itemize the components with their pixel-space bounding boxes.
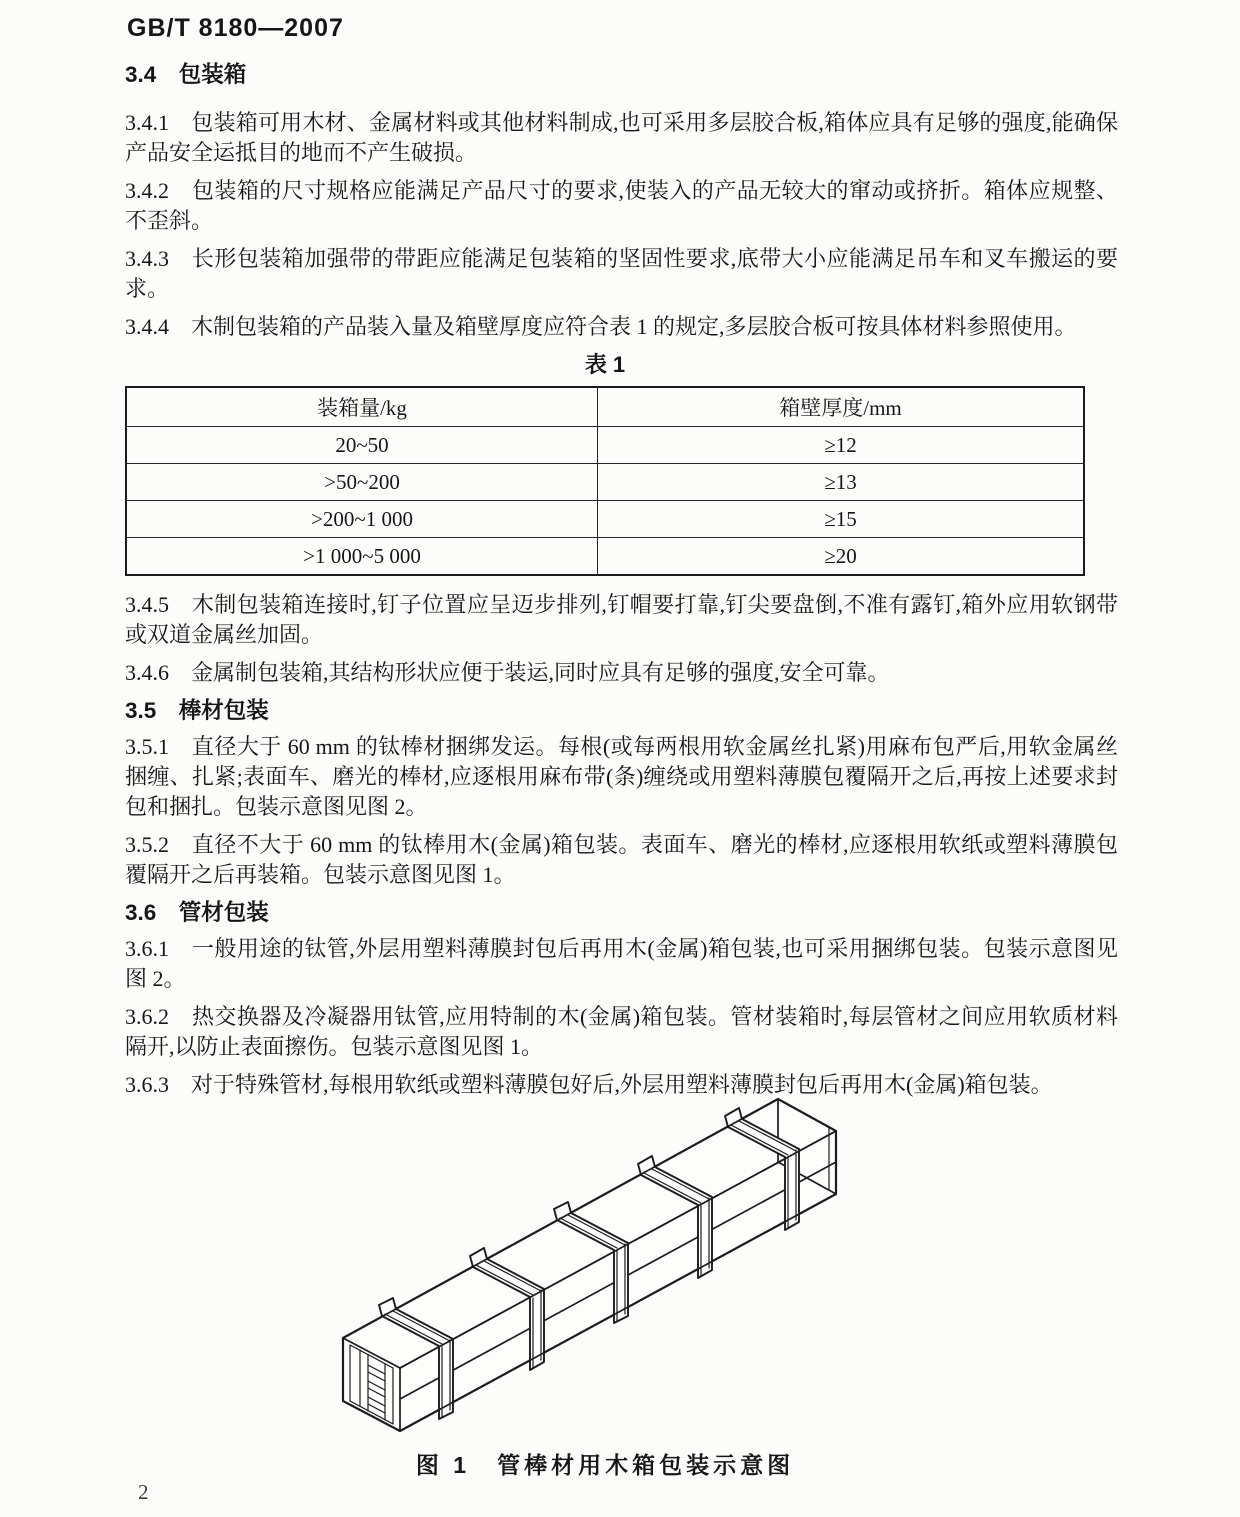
cell-thickness: ≥15 <box>598 501 1085 538</box>
para-3-6-2: 3.6.2 热交换器及冷凝器用钛管,应用特制的木(金属)箱包装。管材装箱时,每层管材之间应用软质材料隔开,以防止表面擦伤。包装示意图见图 1。 <box>125 1004 1118 1059</box>
col-header-packing-weight: 装箱量/kg <box>126 387 598 427</box>
section-heading-3-5: 3.5 棒材包装 <box>125 698 269 723</box>
page-number: 2 <box>138 1480 149 1504</box>
para-3-4-5: 3.4.5 木制包装箱连接时,钉子位置应呈迈步排列,钉帽要打靠,钉尖要盘倒,不准有露钉,箱外应用软钢带或双道金属丝加固。 <box>125 592 1118 647</box>
cell-weight-range: 20~50 <box>126 427 598 464</box>
table-row <box>126 427 1084 464</box>
section-heading-3-4: 3.4 包装箱 <box>125 62 247 87</box>
para-3-5-1: 3.5.1 直径大于 60 mm 的钛棒材捆绑发运。每根(或每两根用软金属丝扎紧)用麻布包严后,用软金属丝捆缠、扎紧;表面车、磨光的棒材,应逐根用麻布带(条)缠绕或用塑料薄膜包覆隔开之后,再按上述要求封包和捆扎。包装示意图见图 2。 <box>125 734 1118 819</box>
cell-weight-range: >1 000~5 000 <box>126 538 598 576</box>
table-1 <box>125 386 1085 576</box>
para-3-4-4: 3.4.4 木制包装箱的产品装入量及箱壁厚度应符合表 1 的规定,多层胶合板可按具体材料参照使用。 <box>125 314 1077 339</box>
document-body <box>125 60 1118 1480</box>
cell-weight-range: >50~200 <box>126 464 598 501</box>
cell-weight-range: >200~1 000 <box>126 501 598 538</box>
standard-number: GB/T 8180—2007 <box>127 14 344 42</box>
figure-1-caption: 图 1 管棒材用木箱包装示意图 <box>415 1452 795 1478</box>
para-3-4-1: 3.4.1 包装箱可用木材、金属材料或其他材料制成,也可采用多层胶合板,箱体应具有足够的强度,能确保产品安全运抵目的地而不产生破损。 <box>125 110 1118 165</box>
para-3-4-2: 3.4.2 包装箱的尺寸规格应能满足产品尺寸的要求,使装入的产品无较大的窜动或挤折。箱体应规整、不歪斜。 <box>125 178 1118 233</box>
table-row <box>126 538 1084 576</box>
para-3-4-3: 3.4.3 长形包装箱加强带的带距应能满足包装箱的坚固性要求,底带大小应能满足吊车和叉车搬运的要求。 <box>125 246 1118 301</box>
col-header-wall-thickness: 箱壁厚度/mm <box>598 387 1085 427</box>
cell-thickness: ≥12 <box>598 427 1085 464</box>
table-header-row <box>126 387 1084 427</box>
para-3-6-3: 3.6.3 对于特殊管材,每根用软纸或塑料薄膜包好后,外层用塑料薄膜封包后再用木(金属)箱包装。 <box>125 1072 1053 1097</box>
para-3-5-2: 3.5.2 直径不大于 60 mm 的钛棒用木(金属)箱包装。表面车、磨光的棒材,应逐根用软纸或塑料薄膜包覆隔开之后再装箱。包装示意图见图 1。 <box>125 832 1118 887</box>
cell-thickness: ≥13 <box>598 464 1085 501</box>
table-row <box>126 464 1084 501</box>
figure-1-crate-drawing <box>329 1088 889 1446</box>
para-3-4-6: 3.4.6 金属制包装箱,其结构形状应便于装运,同时应具有足够的强度,安全可靠。 <box>125 660 890 685</box>
section-heading-3-6: 3.6 管材包装 <box>125 900 269 925</box>
table-row <box>126 501 1084 538</box>
table-1-title: 表 1 <box>584 352 626 377</box>
figure-1 <box>125 1088 1118 1480</box>
para-3-6-1: 3.6.1 一般用途的钛管,外层用塑料薄膜封包后再用木(金属)箱包装,也可采用捆绑包装。包装示意图见图 2。 <box>125 936 1118 991</box>
cell-thickness: ≥20 <box>598 538 1085 576</box>
